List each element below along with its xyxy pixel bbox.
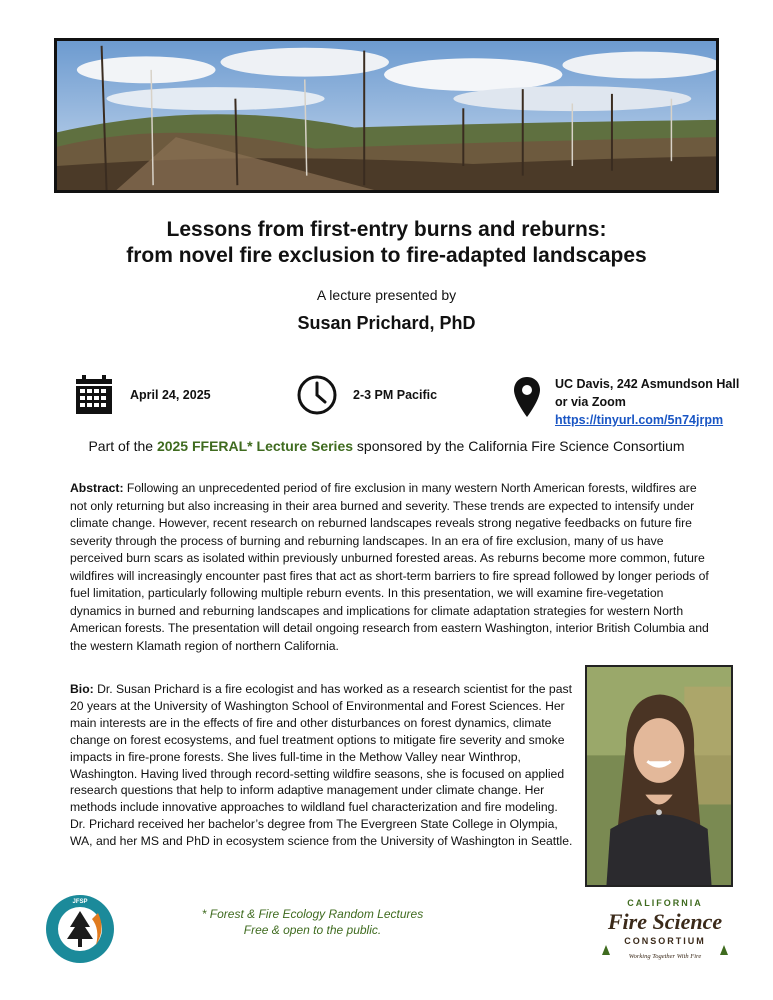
clock-icon	[296, 374, 338, 421]
speaker-name: Susan Prichard, PhD	[297, 313, 476, 333]
footnote-line-2: Free & open to the public.	[243, 923, 382, 937]
title-line-1: Lessons from first-entry burns and reburns:	[166, 218, 607, 241]
title-line-2: from novel fire exclusion to fire-adapted landscapes	[126, 244, 647, 267]
abstract-text: Following an unprecedented period of fire exclusion in many western North American forests, wildfires are not only returning but also increasing in their area burned and severity. These trends are expected to intensify under climate change. However, recent research on reburned landscapes reveals strong negative feedbacks on future fire severity through the process of burning and reburning landscapes. In an era of fire exclusion, many of us have perceived burn scars as isolated within previously unburned forested areas. As reburns become more common, future wildfires will increasingly encounter past fires that act as short-term barriers to fire spread followed by longer periods of fuel limitation, particularly following multiple reburn events. In this presentation, we will examine fire-vegetation dynamics in burned and reburning landscapes and implications for climate adaptation strategies for western North American forests. The presentation will detail ongoing research from eastern Washington, interior British Columbia and the western Klamath region of northern California.	[70, 481, 709, 653]
event-date: April 24, 2025	[130, 388, 211, 402]
page-title	[0, 217, 773, 269]
event-time: 2-3 PM Pacific	[353, 388, 438, 402]
abstract-paragraph	[70, 480, 710, 655]
location-line-2: or via Zoom	[555, 395, 626, 409]
banner-photo	[54, 38, 719, 193]
svg-text:JFSP: JFSP	[72, 899, 88, 905]
bio-text: Dr. Susan Prichard is a fire ecologist and has worked as a research scientist for the past 20 years at the University of Washington School of Environmental and Forest Sciences. Her main interests are in the effects of fire and other disturbances on forest dynamics, climate change on forest ecosystems, and fuel treatment options to mitigate fire severity and smoke impacts in fire-prone forests. She lives full-time in the Methow Valley near Winthrop, Washington. Having lived through record-setting wildfire seasons, she is focused on applied research questions that help to inform adaptive management under climate change. Her methods include innovative approaches to wildland fuel characterization and fire modeling. Dr. Prichard received her bachelor’s degree from The Evergreen State College in Olympia, WA, and her MS and PhD in ecosystem science from the University of Washington in Seattle.	[70, 682, 573, 849]
jfsp-logo	[44, 893, 116, 965]
event-location	[555, 375, 739, 429]
footnote	[195, 906, 430, 938]
series-prefix: Part of the	[88, 438, 157, 454]
svg-text:Fire Science: Fire Science	[607, 909, 723, 934]
abstract-label: Abstract:	[70, 481, 124, 495]
calendar-icon	[75, 375, 113, 420]
svg-text:CONSORTIUM: CONSORTIUM	[624, 936, 706, 946]
bio-paragraph	[70, 681, 575, 850]
zoom-link[interactable]: https://tinyurl.com/5n74jrpm	[555, 413, 724, 427]
speaker-photo	[585, 665, 733, 887]
svg-text:Working Together With Fire: Working Together With Fire	[628, 953, 702, 960]
location-pin-icon	[513, 376, 541, 423]
lecture-subtitle: A lecture presented by	[316, 287, 457, 303]
svg-text:CALIFORNIA: CALIFORNIA	[627, 898, 703, 908]
series-name: 2025 FFERAL* Lecture Series	[156, 438, 354, 454]
location-line-1: UC Davis, 242 Asmundson Hall	[555, 377, 740, 391]
series-line	[0, 438, 773, 454]
cfsc-logo	[590, 893, 740, 968]
series-suffix: sponsored by the California Fire Science Consortium	[353, 438, 685, 454]
bio-label: Bio:	[70, 682, 94, 696]
footnote-line-1: * Forest & Fire Ecology Random Lectures	[201, 907, 424, 921]
